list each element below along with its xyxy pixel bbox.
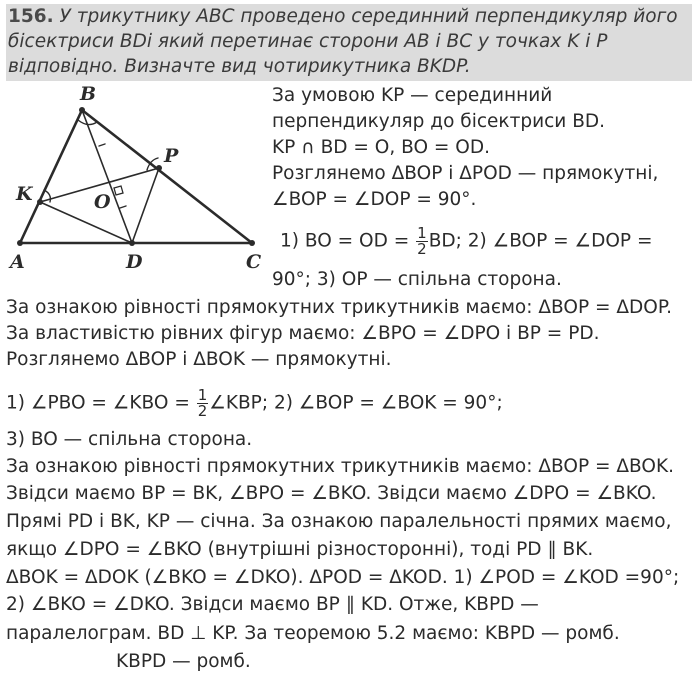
triangle-figure — [6, 78, 268, 278]
solution-line-f11: 2) ∠BKO = ∠DKO. Звідси маємо BP ∥ KD. Отже, KBPD — — [6, 594, 539, 615]
problem-statement — [6, 4, 692, 81]
label-O: O — [94, 191, 111, 213]
problem-number: 156. — [8, 6, 54, 27]
point-D — [129, 240, 135, 246]
point-C — [249, 240, 255, 246]
point-A — [17, 240, 23, 246]
right-angle-mark — [114, 186, 123, 195]
fraction-half-1: $\frac{1}{2}$ — [417, 224, 427, 258]
problem-line-3: відповідно. Визначте вид чотирикутника BKDP. — [8, 56, 471, 77]
solution-line-r3: KP ∩ BD = O, BO = OD. — [272, 137, 490, 158]
solution-line-r6: 1) BO = OD = $\frac{1}{2}$ BD; 2) ∠BOP = ∠DOP = — [280, 224, 653, 258]
solution-line-r4: Розглянемо ΔBOP і ΔPOD — прямокутні, — [272, 163, 659, 184]
side-AB — [20, 110, 82, 243]
solution-line-f6: За ознакою рівності прямокутних трикутників маємо: ΔBOP = ΔBOK. — [6, 456, 674, 477]
label-C: C — [246, 251, 262, 273]
solution-line-r5: ∠BOP = ∠DOP = 90°. — [272, 189, 477, 210]
triangle-diagram — [6, 78, 268, 278]
solution-line-f12: паралелограм. BD ⊥ KP. За теоремою 5.2 маємо: KBPD — ромб. — [6, 623, 620, 644]
point-B — [79, 107, 85, 113]
label-B: B — [80, 83, 97, 105]
segment-PD — [132, 168, 159, 243]
tick-BO — [99, 144, 105, 146]
point-P — [156, 165, 162, 171]
label-D: D — [126, 251, 143, 273]
problem-line-2: бісектриси BDі який перетинає сторони AB і BC у точках K і P — [8, 31, 608, 52]
solution-line-r2: перпендикуляр до бісектриси BD. — [272, 111, 606, 132]
solution-line-r1: За умовою KP — серединний — [272, 85, 553, 106]
solution-line-f13: KBPD — ромб. — [116, 651, 251, 672]
tick-OD — [120, 206, 126, 208]
solution-line-r7: 90°; 3) OP — спільна сторона. — [272, 269, 562, 290]
fraction-half-2: $\frac{1}{2}$ — [197, 386, 208, 420]
solution-line-f2: За властивістю рівних фігур маємо: ∠BPO = ∠DPO і BP = PD. — [6, 323, 600, 344]
label-K: K — [16, 183, 33, 205]
solution-line-f8: Прямі PD і BK, KP — січна. За ознакою паралельності прямих маємо, — [6, 511, 672, 532]
solution-line-f7: Звідси маємо BP = BK, ∠BPO = ∠BKO. Звідси маємо ∠DPO = ∠BKO. — [6, 483, 657, 504]
solution-line-f3: Розглянемо ΔBOP і ΔBOK — прямокутні. — [6, 349, 392, 370]
label-A: A — [10, 251, 25, 273]
solution-line-f5: 3) BO — спільна сторона. — [6, 429, 253, 450]
label-P: P — [164, 145, 179, 167]
solution-line-f1: За ознакою рівності прямокутних трикутників маємо: ΔBOP = ΔDOP. — [6, 297, 672, 318]
problem-line-1: 156. У трикутнику ABC проведено серединний перпендикуляр його — [8, 6, 678, 27]
solution-line-f10: ΔBOK = ΔDOK (∠BKO = ∠DKO). ΔPOD = ΔKOD. 1) ∠POD = ∠KOD =90°; — [6, 567, 680, 588]
solution-line-f4: 1) ∠PBO = ∠KBO = $\frac{1}{2}$ ∠KBP; 2) ∠BOP = ∠BOK = 90°; — [6, 386, 503, 420]
point-K — [37, 199, 43, 205]
solution-line-f9: якщо ∠DPO = ∠BKO (внутрішні різносторонні), тоді PD ∥ BK. — [6, 539, 594, 560]
